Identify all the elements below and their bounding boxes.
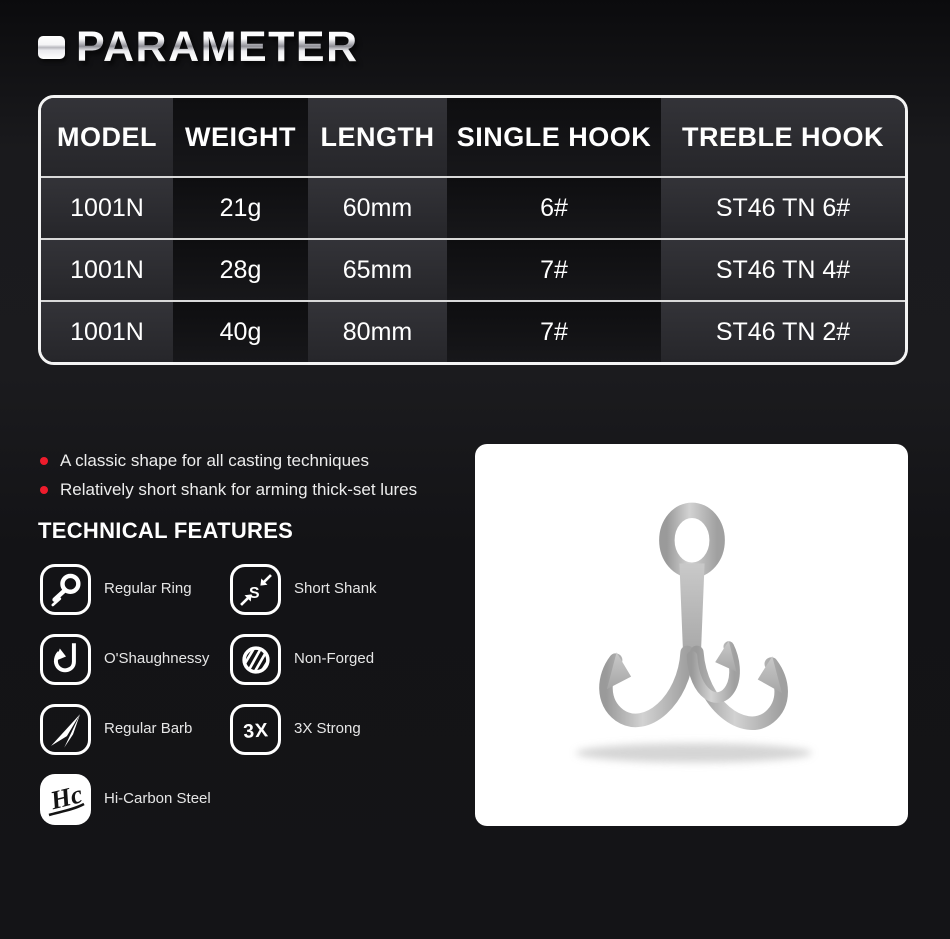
three-x-glyph: 3X — [242, 718, 270, 743]
feature-label: O'Shaughnessy — [104, 650, 210, 667]
column-header-treble-hook: TREBLE HOOK — [661, 98, 905, 176]
page-title: PARAMETER — [76, 23, 359, 71]
features-heading: TECHNICAL FEATURES — [38, 518, 294, 543]
treble-hook-image — [527, 490, 857, 780]
hi-carbon-steel-icon — [40, 774, 91, 825]
table-cell: 6# — [447, 176, 661, 238]
table-cell: 7# — [447, 238, 661, 300]
short-shank-glyph: S — [248, 584, 260, 602]
feature-item-short-shank — [230, 564, 480, 634]
three-x-strong-icon — [230, 704, 281, 755]
feature-label: Hi-Carbon Steel — [104, 790, 211, 807]
table-cell: 1001N — [41, 238, 173, 300]
short-shank-icon — [230, 564, 281, 615]
feature-label: Short Shank — [294, 580, 377, 597]
column-header-weight: WEIGHT — [173, 98, 308, 176]
table-cell: ST46 TN 2# — [661, 300, 905, 362]
feature-item-regular-ring — [40, 564, 230, 634]
bullet-text: A classic shape for all casting techniques — [60, 451, 370, 470]
feature-label: 3X Strong — [294, 720, 361, 737]
feature-label: Non-Forged — [294, 650, 375, 667]
feature-label: Regular Ring — [104, 580, 192, 597]
column-header-model: MODEL — [41, 98, 173, 176]
table-cell: 60mm — [308, 176, 447, 238]
product-image-card — [475, 444, 908, 826]
regular-barb-icon — [40, 704, 91, 755]
bullet-text: Relatively short shank for arming thick-set lures — [60, 480, 418, 499]
non-forged-icon — [230, 634, 281, 685]
table-cell: 40g — [173, 300, 308, 362]
features-grid — [40, 564, 480, 844]
list-item — [40, 451, 417, 471]
table-cell: 1001N — [41, 176, 173, 238]
feature-label: Regular Barb — [104, 720, 193, 737]
feature-item-3x-strong — [230, 704, 480, 774]
column-header-length: LENGTH — [308, 98, 447, 176]
metallic-chip-icon — [38, 36, 65, 59]
table-cell: ST46 TN 4# — [661, 238, 905, 300]
section-header — [38, 23, 359, 71]
spec-table — [38, 95, 908, 365]
table-cell: 28g — [173, 238, 308, 300]
column-header-single-hook: SINGLE HOOK — [447, 98, 661, 176]
table-cell: 80mm — [308, 300, 447, 362]
red-bullet-icon — [40, 486, 48, 494]
list-item — [40, 480, 417, 500]
feature-item-non-forged — [230, 634, 480, 704]
bullet-list — [40, 451, 417, 509]
feature-item-oshaughnessy — [40, 634, 230, 704]
table-cell: 21g — [173, 176, 308, 238]
table-cell: 65mm — [308, 238, 447, 300]
regular-ring-icon — [40, 564, 91, 615]
feature-item-regular-barb — [40, 704, 230, 774]
table-cell: 1001N — [41, 300, 173, 362]
feature-item-hi-carbon-steel — [40, 774, 230, 844]
red-bullet-icon — [40, 457, 48, 465]
table-cell: 7# — [447, 300, 661, 362]
table-cell: ST46 TN 6# — [661, 176, 905, 238]
oshaughnessy-icon — [40, 634, 91, 685]
hi-carbon-glyph: Hc — [46, 778, 85, 815]
